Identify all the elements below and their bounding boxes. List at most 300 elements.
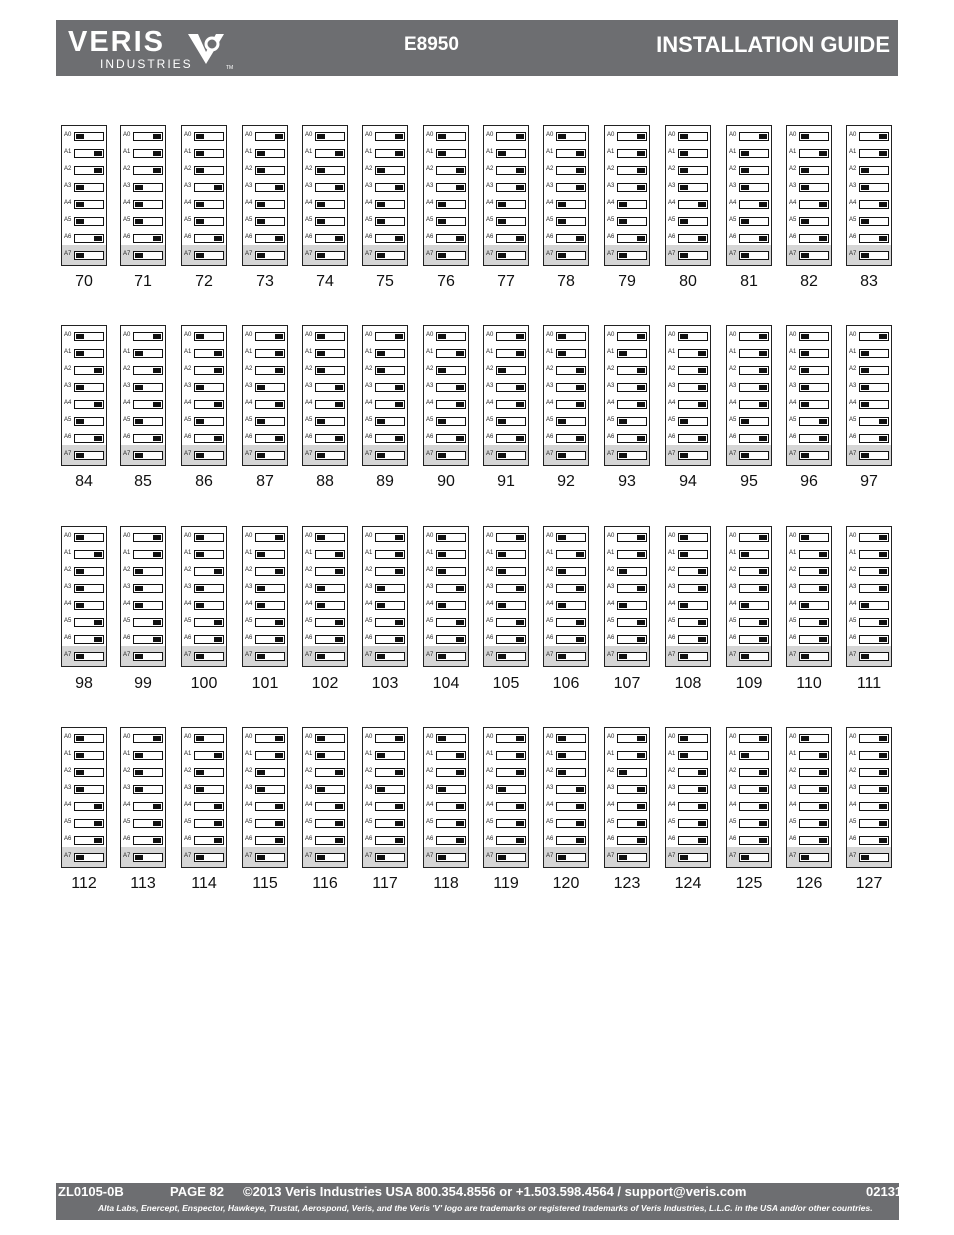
switch-slot <box>496 635 526 644</box>
switch-slot <box>496 785 526 794</box>
switch-slot <box>617 836 647 845</box>
switch-position-label: A1 <box>64 149 72 155</box>
switch-slot <box>375 618 405 627</box>
switch-slot <box>255 149 285 158</box>
switch-position <box>668 767 708 779</box>
switch-position-label: A5 <box>426 217 434 223</box>
switch-slot <box>556 400 586 409</box>
switch-position-label: A3 <box>607 584 615 590</box>
switch-knob <box>879 151 887 156</box>
switch-knob <box>438 219 446 224</box>
switch-position <box>486 634 526 646</box>
switch-position-label: A1 <box>245 349 253 355</box>
switch-position <box>789 583 829 595</box>
switch-slot <box>74 567 104 576</box>
switch-position <box>184 450 224 462</box>
switch-position <box>729 566 769 578</box>
switch-slot <box>375 132 405 141</box>
switch-position-label: A2 <box>64 166 72 172</box>
switch-position-label: A4 <box>305 400 313 406</box>
switch-position <box>607 182 647 194</box>
switch-position <box>245 250 285 262</box>
switch-slot <box>375 166 405 175</box>
switch-position <box>668 566 708 578</box>
switch-knob <box>680 535 688 540</box>
switch-position <box>668 399 708 411</box>
switch-slot <box>194 400 224 409</box>
switch-slot <box>678 751 708 760</box>
switch-slot <box>315 217 345 226</box>
switch-slot <box>799 533 829 542</box>
switch-position-label: A4 <box>789 802 797 808</box>
switch-position <box>607 148 647 160</box>
switch-slot <box>194 149 224 158</box>
switch-slot <box>255 166 285 175</box>
switch-position-label: A0 <box>305 734 313 740</box>
switch-slot <box>496 234 526 243</box>
switch-position-label: A6 <box>64 635 72 641</box>
switch-knob <box>637 552 645 557</box>
switch-position-label: A2 <box>729 166 737 172</box>
switch-position-label: A1 <box>365 550 373 556</box>
switch-position <box>184 182 224 194</box>
switch-position-label: A1 <box>607 751 615 757</box>
switch-position-label: A7 <box>546 451 554 457</box>
switch-slot <box>194 251 224 260</box>
switch-position <box>305 416 345 428</box>
switch-position <box>305 651 345 663</box>
address-label: 78 <box>557 273 575 290</box>
switch-position-label: A5 <box>184 217 192 223</box>
switch-position-label: A1 <box>729 149 737 155</box>
switch-position-label: A5 <box>789 217 797 223</box>
switch-position <box>305 784 345 796</box>
switch-position-label: A7 <box>486 853 494 859</box>
address-label: 115 <box>252 875 278 892</box>
switch-position <box>849 600 889 612</box>
switch-slot <box>799 819 829 828</box>
switch-position-label: A5 <box>426 417 434 423</box>
switch-slot <box>678 166 708 175</box>
switch-knob <box>741 552 749 557</box>
switch-slot <box>859 166 889 175</box>
switch-position-label: A0 <box>64 132 72 138</box>
switch-position-label: A2 <box>607 166 615 172</box>
switch-knob <box>819 202 827 207</box>
switch-position-label: A5 <box>486 417 494 423</box>
switch-slot <box>74 836 104 845</box>
switch-knob <box>456 402 464 407</box>
switch-position <box>184 416 224 428</box>
switch-position <box>789 331 829 343</box>
switch-position-label: A6 <box>426 635 434 641</box>
switch-slot <box>255 132 285 141</box>
switch-slot <box>859 349 889 358</box>
switch-knob <box>819 620 827 625</box>
switch-slot <box>859 183 889 192</box>
switch-position-label: A7 <box>184 652 192 658</box>
switch-position-label: A0 <box>607 332 615 338</box>
address-label: 108 <box>674 675 702 692</box>
switch-knob <box>317 202 325 207</box>
switch-slot <box>375 200 405 209</box>
switch-knob <box>801 351 809 356</box>
switch-position-label: A3 <box>64 584 72 590</box>
switch-knob <box>153 804 161 809</box>
switch-position <box>607 617 647 629</box>
switch-slot <box>799 166 829 175</box>
switch-position <box>365 852 405 864</box>
switch-slot <box>617 200 647 209</box>
switch-slot <box>436 417 466 426</box>
switch-position <box>245 382 285 394</box>
switch-position <box>305 600 345 612</box>
switch-knob <box>196 334 204 339</box>
dip-switch-diagram <box>483 125 529 266</box>
switch-slot <box>799 251 829 260</box>
switch-slot <box>194 366 224 375</box>
switch-position-label: A6 <box>245 635 253 641</box>
switch-knob <box>558 202 566 207</box>
address-label: 103 <box>371 675 399 692</box>
switch-slot <box>556 853 586 862</box>
switch-knob <box>153 821 161 826</box>
switch-slot <box>617 349 647 358</box>
switch-knob <box>456 351 464 356</box>
switch-slot <box>436 734 466 743</box>
switch-position-label: A5 <box>849 618 857 624</box>
switch-knob <box>317 586 325 591</box>
switch-knob <box>619 569 627 574</box>
switch-knob <box>498 569 506 574</box>
switch-knob <box>76 603 84 608</box>
switch-position-label: A1 <box>607 149 615 155</box>
switch-position <box>607 331 647 343</box>
switch-position-label: A3 <box>546 383 554 389</box>
switch-position <box>365 365 405 377</box>
switch-knob <box>516 334 524 339</box>
switch-slot <box>133 132 163 141</box>
switch-position-label: A3 <box>546 584 554 590</box>
switch-position <box>789 801 829 813</box>
switch-slot <box>859 533 889 542</box>
switch-knob <box>759 787 767 792</box>
switch-knob <box>377 586 385 591</box>
switch-knob <box>698 351 706 356</box>
switch-position <box>789 600 829 612</box>
switch-knob <box>801 603 809 608</box>
switch-position-label: A1 <box>789 751 797 757</box>
switch-knob <box>861 603 869 608</box>
switch-position <box>546 433 586 445</box>
switch-position <box>123 131 163 143</box>
switch-slot <box>617 768 647 777</box>
address-label: 118 <box>433 875 459 892</box>
switch-position-label: A4 <box>849 601 857 607</box>
switch-position-label: A3 <box>64 383 72 389</box>
address-label: 99 <box>134 675 152 692</box>
switch-slot <box>556 734 586 743</box>
switch-slot <box>133 166 163 175</box>
switch-slot <box>739 635 769 644</box>
switch-knob <box>637 368 645 373</box>
switch-position-label: A7 <box>607 853 615 859</box>
switch-slot <box>375 584 405 593</box>
switch-position <box>305 399 345 411</box>
switch-slot <box>315 183 345 192</box>
switch-position-label: A3 <box>184 183 192 189</box>
switch-knob <box>196 770 204 775</box>
switch-slot <box>859 584 889 593</box>
switch-position-label: A0 <box>729 734 737 740</box>
switch-position <box>305 331 345 343</box>
switch-position <box>546 750 586 762</box>
switch-position <box>365 818 405 830</box>
switch-slot <box>678 584 708 593</box>
switch-position <box>184 199 224 211</box>
switch-position-label: A6 <box>365 836 373 842</box>
dip-switch-diagram <box>604 727 650 868</box>
switch-slot <box>496 751 526 760</box>
switch-position <box>849 331 889 343</box>
switch-knob <box>196 535 204 540</box>
address-label: 90 <box>437 473 455 490</box>
switch-knob <box>680 334 688 339</box>
switch-slot <box>556 819 586 828</box>
switch-position-label: A3 <box>64 183 72 189</box>
switch-position-label: A7 <box>849 451 857 457</box>
switch-slot <box>799 234 829 243</box>
switch-position-label: A3 <box>245 183 253 189</box>
switch-position-label: A1 <box>64 751 72 757</box>
switch-slot <box>617 400 647 409</box>
switch-slot <box>74 366 104 375</box>
switch-slot <box>678 550 708 559</box>
switch-slot <box>255 836 285 845</box>
switch-position <box>486 399 526 411</box>
switch-position-label: A1 <box>849 149 857 155</box>
switch-knob <box>275 185 283 190</box>
switch-position <box>789 784 829 796</box>
switch-position <box>426 331 466 343</box>
switch-position <box>123 399 163 411</box>
switch-slot <box>194 618 224 627</box>
switch-knob <box>680 453 688 458</box>
switch-position-label: A2 <box>546 366 554 372</box>
switch-slot <box>255 601 285 610</box>
switch-knob <box>275 402 283 407</box>
switch-position <box>123 182 163 194</box>
switch-position <box>729 583 769 595</box>
switch-slot <box>799 652 829 661</box>
switch-slot <box>315 434 345 443</box>
switch-position-label: A5 <box>245 618 253 624</box>
switch-knob <box>456 753 464 758</box>
switch-position <box>245 852 285 864</box>
switch-position <box>64 750 104 762</box>
switch-knob <box>395 402 403 407</box>
switch-position-label: A2 <box>305 567 313 573</box>
switch-position <box>668 733 708 745</box>
switch-position <box>365 634 405 646</box>
switch-slot <box>678 601 708 610</box>
switch-knob <box>76 753 84 758</box>
switch-slot <box>255 234 285 243</box>
address-label: 73 <box>256 273 274 290</box>
switch-knob <box>135 770 143 775</box>
switch-position <box>426 382 466 394</box>
switch-slot <box>859 785 889 794</box>
switch-slot <box>556 550 586 559</box>
switch-slot <box>617 383 647 392</box>
switch-position-label: A1 <box>789 149 797 155</box>
switch-position <box>245 600 285 612</box>
switch-slot <box>556 751 586 760</box>
switch-position <box>729 433 769 445</box>
switch-position-label: A2 <box>184 768 192 774</box>
switch-position-label: A5 <box>305 819 313 825</box>
address-label: 92 <box>557 473 575 490</box>
switch-slot <box>496 183 526 192</box>
switch-position <box>64 165 104 177</box>
switch-position <box>849 182 889 194</box>
switch-slot <box>617 853 647 862</box>
switch-position <box>607 818 647 830</box>
switch-position-label: A4 <box>245 200 253 206</box>
switch-knob <box>680 253 688 258</box>
switch-position <box>607 216 647 228</box>
switch-position-label: A5 <box>184 819 192 825</box>
switch-position <box>365 450 405 462</box>
switch-slot <box>255 366 285 375</box>
switch-knob <box>335 637 343 642</box>
switch-slot <box>617 584 647 593</box>
switch-knob <box>576 385 584 390</box>
switch-slot <box>74 451 104 460</box>
switch-slot <box>617 234 647 243</box>
switch-slot <box>194 635 224 644</box>
switch-position-label: A1 <box>729 349 737 355</box>
switch-knob <box>801 654 809 659</box>
switch-slot <box>315 417 345 426</box>
switch-position <box>486 733 526 745</box>
switch-knob <box>558 134 566 139</box>
switch-position <box>789 450 829 462</box>
switch-slot <box>375 768 405 777</box>
switch-knob <box>698 838 706 843</box>
switch-position <box>123 450 163 462</box>
address-label: 117 <box>372 875 398 892</box>
switch-position-label: A4 <box>245 601 253 607</box>
switch-knob <box>759 351 767 356</box>
switch-position-label: A3 <box>426 785 434 791</box>
switch-slot <box>74 618 104 627</box>
switch-position <box>64 416 104 428</box>
switch-position <box>426 148 466 160</box>
switch-position-label: A5 <box>546 417 554 423</box>
switch-slot <box>739 383 769 392</box>
switch-knob <box>879 821 887 826</box>
switch-slot <box>133 149 163 158</box>
switch-knob <box>377 787 385 792</box>
switch-slot <box>194 802 224 811</box>
switch-position-label: A7 <box>668 853 676 859</box>
switch-knob <box>438 253 446 258</box>
switch-position-label: A6 <box>789 635 797 641</box>
switch-knob <box>861 219 869 224</box>
switch-knob <box>516 637 524 642</box>
switch-slot <box>194 132 224 141</box>
switch-slot <box>799 734 829 743</box>
switch-position-label: A0 <box>668 533 676 539</box>
switch-slot <box>739 200 769 209</box>
switch-slot <box>496 550 526 559</box>
switch-slot <box>678 383 708 392</box>
switch-position <box>486 852 526 864</box>
switch-slot <box>496 652 526 661</box>
switch-knob <box>558 535 566 540</box>
switch-knob <box>680 151 688 156</box>
switch-position-label: A6 <box>849 635 857 641</box>
switch-knob <box>819 787 827 792</box>
dip-switch-diagram <box>362 727 408 868</box>
switch-slot <box>556 366 586 375</box>
switch-slot <box>617 618 647 627</box>
switch-knob <box>680 753 688 758</box>
switch-slot <box>436 635 466 644</box>
switch-slot <box>859 768 889 777</box>
switch-knob <box>759 586 767 591</box>
switch-position-label: A0 <box>245 533 253 539</box>
switch-position-label: A1 <box>729 751 737 757</box>
switch-position-label: A6 <box>668 434 676 440</box>
switch-slot <box>315 366 345 375</box>
switch-position <box>729 199 769 211</box>
switch-knob <box>76 385 84 390</box>
switch-position-label: A1 <box>305 751 313 757</box>
switch-slot <box>799 802 829 811</box>
switch-position <box>64 365 104 377</box>
switch-position <box>729 634 769 646</box>
switch-position-label: A1 <box>486 751 494 757</box>
switch-knob <box>879 202 887 207</box>
switch-position <box>849 131 889 143</box>
switch-slot <box>859 802 889 811</box>
switch-slot <box>859 332 889 341</box>
switch-knob <box>377 453 385 458</box>
switch-position <box>668 852 708 864</box>
switch-position-label: A3 <box>729 383 737 389</box>
switch-position <box>365 331 405 343</box>
switch-position-label: A1 <box>668 149 676 155</box>
switch-knob <box>94 436 102 441</box>
dip-switch-diagram <box>423 526 469 667</box>
switch-position <box>245 750 285 762</box>
switch-slot <box>315 785 345 794</box>
switch-slot <box>315 768 345 777</box>
switch-knob <box>680 219 688 224</box>
switch-position-label: A2 <box>729 768 737 774</box>
switch-slot <box>436 451 466 460</box>
switch-position <box>365 767 405 779</box>
switch-position <box>486 348 526 360</box>
switch-slot <box>315 550 345 559</box>
switch-position <box>486 250 526 262</box>
switch-position-label: A4 <box>849 200 857 206</box>
switch-position <box>184 233 224 245</box>
switch-slot <box>799 853 829 862</box>
switch-position <box>668 835 708 847</box>
